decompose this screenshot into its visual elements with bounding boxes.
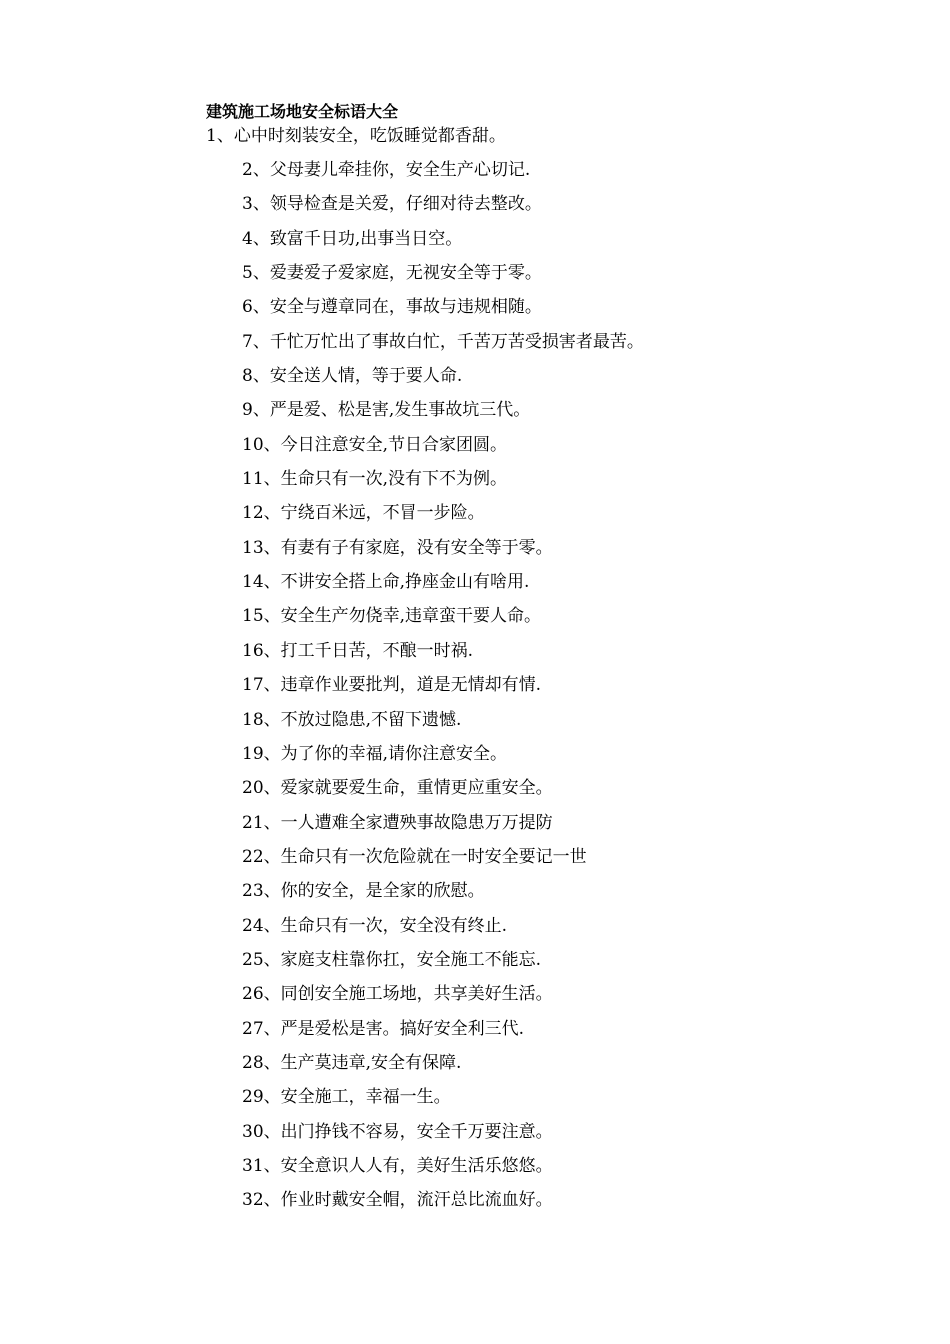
slogan-item: 9、严是爱、松是害,发生事故坑三代。 <box>242 400 531 421</box>
slogan-item: 4、致富千日功,出事当日空。 <box>242 228 463 249</box>
slogan-item: 24、生命只有一次，安全没有终止. <box>242 915 508 936</box>
slogan-item: 27、严是爱松是害。搞好安全利三代. <box>242 1018 525 1039</box>
slogan-item: 16、打工千日苦，不酿一时祸. <box>242 640 474 661</box>
slogan-item: 14、不讲安全搭上命,挣座金山有啥用. <box>242 572 530 593</box>
slogan-item-1: 1、心中时刻装安全，吃饭睡觉都香甜。 <box>206 126 506 146</box>
slogan-item: 15、安全生产勿侥幸,违章蛮干要人命。 <box>242 606 542 627</box>
slogan-item: 11、生命只有一次,没有下不为例。 <box>242 469 508 490</box>
slogan-item: 10、今日注意安全,节日合家团圆。 <box>242 434 508 455</box>
slogan-item: 8、安全送人情，等于要人命. <box>242 366 463 387</box>
slogan-item: 2、父母妻儿牵挂你，安全生产心切记. <box>242 160 531 180</box>
slogan-item: 29、安全施工，幸福一生。 <box>242 1087 451 1108</box>
slogan-item: 30、出门挣钱不容易，安全千万要注意。 <box>242 1121 553 1142</box>
slogan-item: 5、爱妻爱子爱家庭，无视安全等于零。 <box>242 263 542 284</box>
slogan-item: 28、生产莫违章,安全有保障. <box>242 1052 462 1073</box>
slogan-item: 26、同创安全施工场地，共享美好生活。 <box>242 984 553 1005</box>
slogan-item: 7、千忙万忙出了事故白忙，千苦万苦受损害者最苦。 <box>242 331 644 352</box>
slogan-item: 13、有妻有子有家庭，没有安全等于零。 <box>242 537 553 558</box>
slogan-item: 19、为了你的幸福,请你注意安全。 <box>242 743 508 764</box>
slogan-item: 31、安全意识人人有，美好生活乐悠悠。 <box>242 1155 553 1176</box>
slogan-item: 20、爱家就要爱生命，重情更应重安全。 <box>242 778 553 799</box>
slogan-item: 17、违章作业要批判，道是无情却有情. <box>242 675 542 696</box>
slogan-item: 23、你的安全，是全家的欣慰。 <box>242 881 485 902</box>
slogan-item: 21、一人遭难全家遭殃事故隐患万万提防 <box>242 812 553 833</box>
slogan-item: 6、安全与遵章同在，事故与违规相随。 <box>242 297 542 318</box>
slogan-item: 22、生命只有一次危险就在一时安全要记一世 <box>242 846 587 867</box>
slogan-item: 12、宁绕百米远，不冒一步险。 <box>242 503 485 524</box>
slogan-item: 3、领导检查是关爱，仔细对待去整改。 <box>242 194 542 215</box>
slogan-item: 32、作业时戴安全帽，流汗总比流血好。 <box>242 1190 553 1211</box>
slogan-list <box>242 157 644 1222</box>
document-title: 建筑施工场地安全标语大全 <box>206 102 399 121</box>
slogan-item: 18、不放过隐患,不留下遗憾. <box>242 709 462 730</box>
slogan-item: 25、家庭支柱靠你扛，安全施工不能忘. <box>242 949 542 970</box>
